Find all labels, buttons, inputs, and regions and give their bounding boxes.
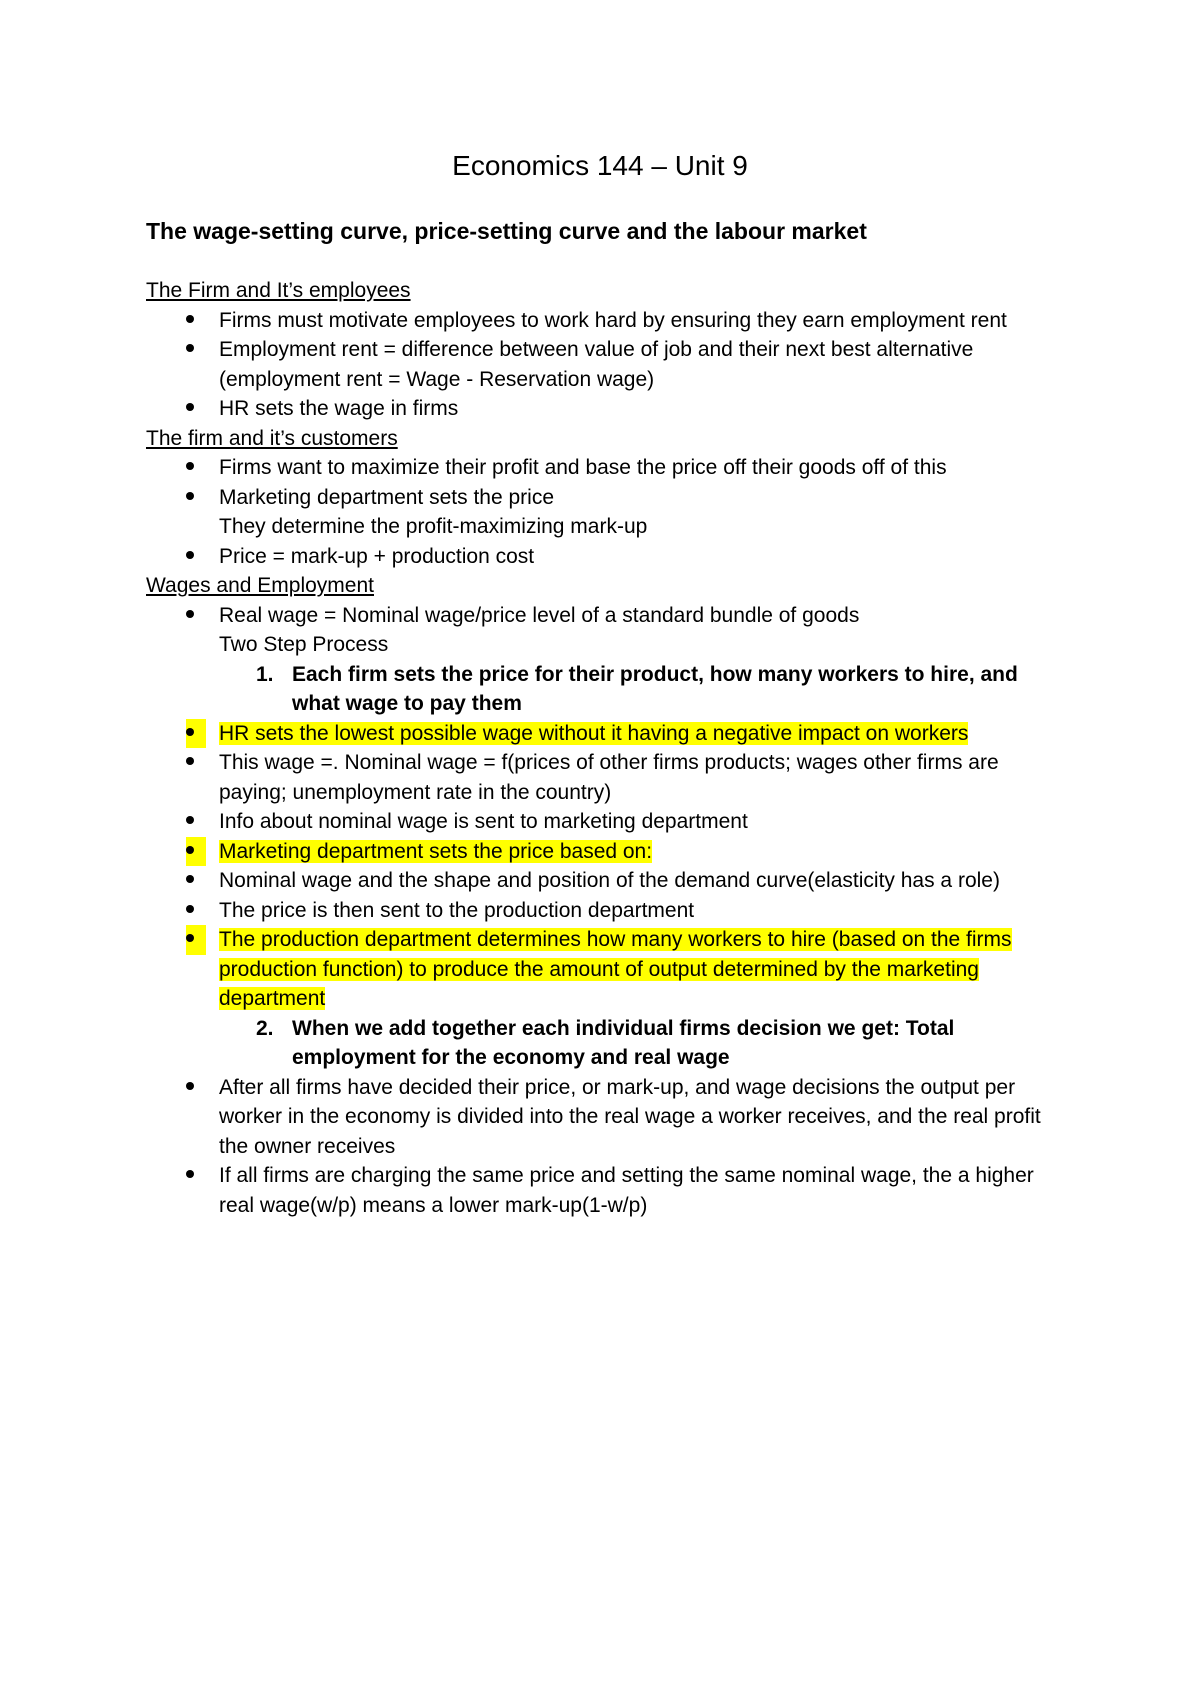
- bullet-item: [146, 1073, 1066, 1162]
- bullet-dot-icon: [186, 925, 206, 955]
- bullet-text: Price = mark-up + production cost: [219, 544, 535, 568]
- section-heading: The Firm and It’s employees: [146, 279, 411, 302]
- document-body: [146, 276, 1066, 1220]
- bullet-item: [146, 1161, 1066, 1220]
- bullet-text: Nominal wage and the shape and position of the demand curve(elasticity has a role): [219, 869, 1000, 892]
- numbered-text: When we add together each individual firms decision we get: Total employment for the economy and real wage: [292, 1016, 955, 1069]
- bullet-text: This wage =. Nominal wage = f(prices of other firms products; wages other firms are paying; unemployment rate in the country): [219, 751, 999, 804]
- bullet-text: The price is then sent to the production department: [219, 898, 695, 922]
- bullet-dot-icon: [186, 837, 206, 867]
- numbered-item: [146, 660, 1066, 719]
- document-title: Economics 144 – Unit 9: [452, 150, 748, 181]
- document-subtitle: The wage-setting curve, price-setting curve and the labour market: [146, 218, 867, 244]
- bullet-dot-icon: [186, 601, 206, 631]
- section-heading: Wages and Employment: [146, 574, 374, 597]
- bullet-item: [146, 394, 1066, 424]
- bullet-dot-icon: [186, 748, 206, 778]
- bullet-item: [146, 542, 1066, 572]
- bullet-dot-icon: [186, 453, 206, 483]
- bullet-dot-icon: [186, 1073, 206, 1103]
- bullet-dot-icon: [186, 719, 206, 749]
- bullet-text: The production department determines how many workers to hire (based on the firms production function) to produce the amount of output determined by the marketing department: [219, 928, 1012, 1010]
- plain-line: They determine the profit-maximizing mark-up: [219, 515, 648, 538]
- bullet-item: [146, 719, 1066, 749]
- bullet-text: Marketing department sets the price based on:: [219, 839, 653, 863]
- bullet-dot-icon: [186, 306, 206, 336]
- bullet-text: Firms want to maximize their profit and base the price off their goods off of this: [219, 456, 947, 479]
- bullet-text: HR sets the wage in firms: [219, 397, 459, 420]
- bullet-item: [146, 866, 1066, 896]
- plain-line: Two Step Process: [219, 633, 389, 656]
- step-number: 2.: [256, 1016, 274, 1040]
- section-heading: The firm and it’s customers: [146, 426, 398, 450]
- bullet-item: [146, 837, 1066, 867]
- bullet-item: [146, 925, 1066, 1014]
- bullet-dot-icon: [186, 1161, 206, 1191]
- bullet-item: [146, 453, 1066, 483]
- bullet-item: [146, 807, 1066, 837]
- bullet-text: HR sets the lowest possible wage without it having a negative impact on workers: [219, 721, 969, 745]
- step-number: 1.: [256, 662, 274, 686]
- bullet-dot-icon: [186, 866, 206, 896]
- bullet-dot-icon: [186, 896, 206, 926]
- bullet-item: [146, 306, 1066, 336]
- bullet-item: [146, 896, 1066, 926]
- bullet-dot-icon: [186, 807, 206, 837]
- numbered-text: Each firm sets the price for their product, how many workers to hire, and what wage to pay them: [292, 662, 1018, 715]
- bullet-dot-icon: [186, 335, 206, 365]
- bullet-dot-icon: [186, 542, 206, 572]
- numbered-item: [146, 1014, 1066, 1073]
- bullet-text: Employment rent = difference between value of job and their next best alternative (employment rent = Wage - Reservation wage): [219, 338, 974, 391]
- bullet-text: Real wage = Nominal wage/price level of a standard bundle of goods: [219, 603, 860, 627]
- bullet-text: Info about nominal wage is sent to marketing department: [219, 810, 748, 833]
- bullet-text: After all firms have decided their price, or mark-up, and wage decisions the output per worker in the economy is divided into the real wage a worker receives, and the real profit the owner receives: [219, 1075, 1041, 1158]
- bullet-item: [146, 748, 1066, 807]
- bullet-item: [146, 601, 1066, 631]
- bullet-text: Marketing department sets the price: [219, 485, 554, 509]
- bullet-item: [146, 483, 1066, 513]
- bullet-text: Firms must motivate employees to work hard by ensuring they earn employment rent: [219, 308, 1007, 332]
- bullet-text: If all firms are charging the same price and setting the same nominal wage, the a higher real wage(w/p) means a lower mark-up(1-w/p): [219, 1164, 1034, 1217]
- bullet-item: [146, 335, 1066, 394]
- bullet-dot-icon: [186, 394, 206, 424]
- bullet-dot-icon: [186, 483, 206, 513]
